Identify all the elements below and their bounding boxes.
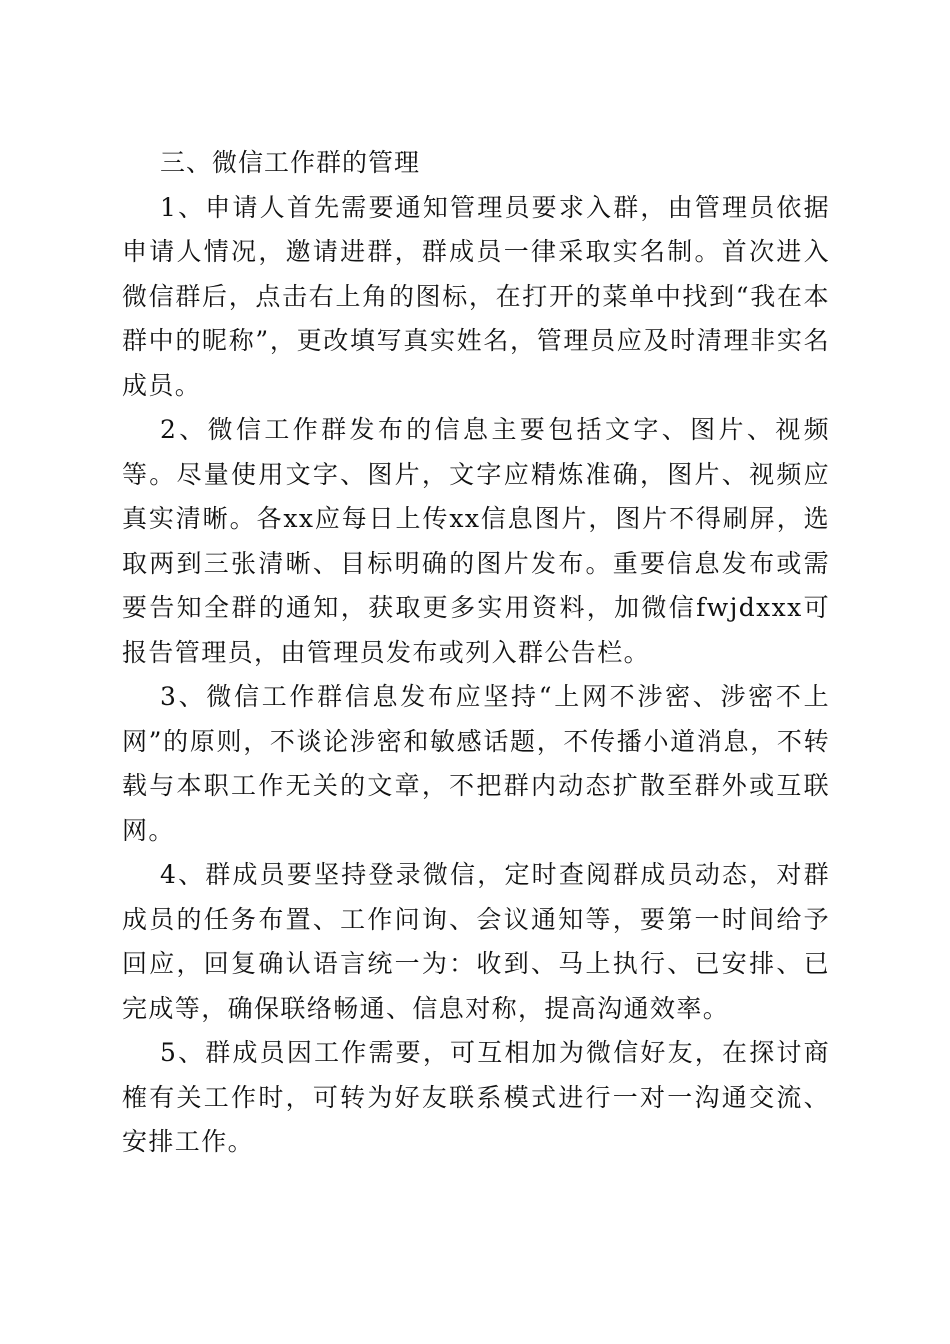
- paragraph-1: 1、申请人首先需要通知管理员要求入群，由管理员依据申请人情况，邀请进群，群成员一律采取实名制。首次进入微信群后，点击右上角的图标，在打开的菜单中找到“我在本群中的昵称”，更改填写真实姓名，管理员应及时清理非实名成员。: [122, 192, 830, 400]
- paragraph-3: 3、微信工作群信息发布应坚持“上网不涉密、涉密不上网”的原则，不谈论涉密和敏感话题，不传播小道消息，不转载与本职工作无关的文章，不把群内动态扩散至群外或互联网。: [122, 682, 830, 845]
- section-title: 三、微信工作群的管理: [160, 148, 421, 177]
- document-body: [122, 141, 830, 1165]
- paragraph-2: 2、微信工作群发布的信息主要包括文字、图片、视频等。尽量使用文字、图片，文字应精炼准确，图片、视频应真实清晰。各xx应每日上传xx信息图片，图片不得刷屏，选取两到三张清晰、目标明确的图片发布。重要信息发布或需要告知全群的通知，获取更多实用资料，加微信fwjdxxx可报告管理员，由管理员发布或列入群公告栏。: [122, 415, 830, 667]
- paragraph-5: 5、群成员因工作需要，可互相加为微信好友，在探讨商榷有关工作时，可转为好友联系模式进行一对一沟通交流、安排工作。: [122, 1038, 830, 1156]
- paragraph-4: 4、群成员要坚持登录微信，定时查阅群成员动态，对群成员的任务布置、工作问询、会议通知等，要第一时间给予回应，回复确认语言统一为：收到、马上执行、已安排、已完成等，确保联络畅通、信息对称，提高沟通效率。: [122, 860, 830, 1023]
